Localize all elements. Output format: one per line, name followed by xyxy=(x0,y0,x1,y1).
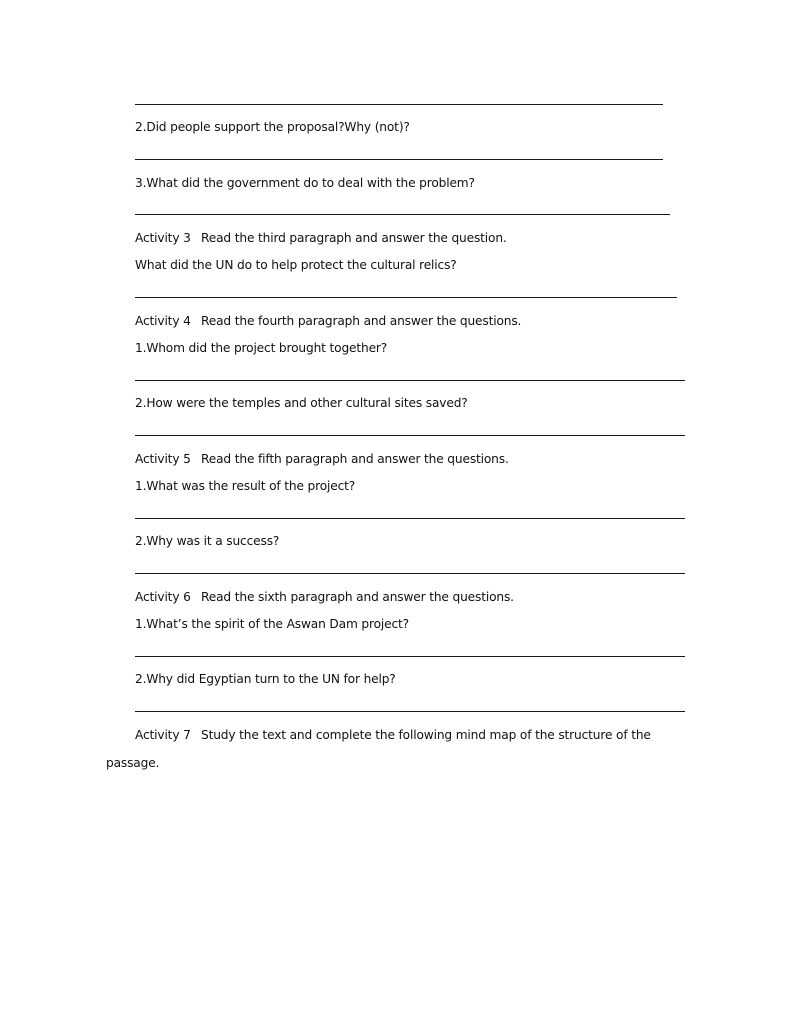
activity-4-question-1: 1.Whom did the project brought together? xyxy=(135,341,388,355)
answer-line-4[interactable] xyxy=(135,297,677,298)
answer-line-9[interactable] xyxy=(135,656,685,657)
answer-line-1[interactable] xyxy=(135,104,663,105)
answer-line-2[interactable] xyxy=(135,159,663,160)
answer-line-8[interactable] xyxy=(135,573,685,574)
activity-5-label: Activity 5 xyxy=(135,452,191,466)
activity-5-instruction: Read the fifth paragraph and answer the questions. xyxy=(201,452,509,466)
activity-3-label: Activity 3 xyxy=(135,231,191,245)
answer-line-3[interactable] xyxy=(135,214,670,215)
answer-line-7[interactable] xyxy=(135,518,685,519)
activity-4-label: Activity 4 xyxy=(135,314,191,328)
activity-6-label: Activity 6 xyxy=(135,590,191,604)
question-government-action: 3.What did the government do to deal with the problem? xyxy=(135,176,475,190)
activity-7-label: Activity 7 xyxy=(135,728,191,742)
activity-6-instruction: Read the sixth paragraph and answer the questions. xyxy=(201,590,514,604)
activity-4-instruction: Read the fourth paragraph and answer the questions. xyxy=(201,314,522,328)
activity-3-instruction: Read the third paragraph and answer the question. xyxy=(201,231,507,245)
activity-6-question-2: 2.Why did Egyptian turn to the UN for help? xyxy=(135,672,396,686)
question-proposal-support: 2.Did people support the proposal?Why (not)? xyxy=(135,120,410,134)
activity-3-question: What did the UN do to help protect the cultural relics? xyxy=(135,258,457,272)
answer-line-10[interactable] xyxy=(135,711,685,712)
answer-line-6[interactable] xyxy=(135,435,685,436)
activity-5-question-2: 2.Why was it a success? xyxy=(135,534,280,548)
activity-5-question-1: 1.What was the result of the project? xyxy=(135,479,356,493)
activity-7-instruction-line-1: Study the text and complete the following mind map of the structure of the xyxy=(201,728,651,742)
activity-6-question-1: 1.What’s the spirit of the Aswan Dam project? xyxy=(135,617,409,631)
activity-7-instruction-line-2: passage. xyxy=(106,756,160,770)
activity-4-question-2: 2.How were the temples and other cultural sites saved? xyxy=(135,396,468,410)
answer-line-5[interactable] xyxy=(135,380,685,381)
